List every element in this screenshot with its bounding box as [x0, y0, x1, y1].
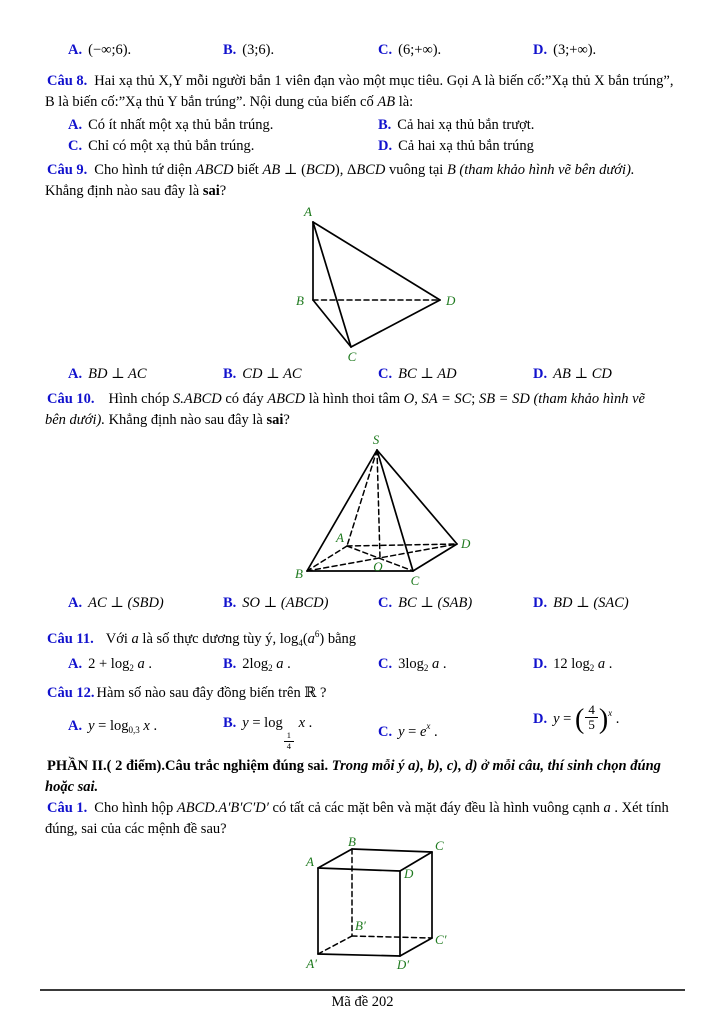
question-8-text-1: Hai xạ thủ X,Y mỗi người bắn 1 viên đạn vào một mục tiêu. Gọi A là biến cố:”Xạ thủ X bắn trúng”, — [94, 73, 674, 89]
pyramid-vertex-label-d: D — [461, 536, 471, 551]
q9-option-d — [533, 364, 612, 385]
q8-option-b-text: Cả hai xạ thủ bắn trượt. — [397, 117, 535, 133]
q10-option-b-text: SO ⊥ (ABCD) — [242, 595, 329, 611]
q12-option-c-label: C. — [378, 724, 393, 740]
q10-option-d-label: D. — [533, 595, 548, 611]
question-10-text-1: Hình chóp S.ABCD có đáy ABCD là hình thoi tâm O, SA = SC; SB = SD (tham khảo hình vẽ — [108, 391, 645, 407]
q12-option-a-label: A. — [68, 718, 83, 734]
pyramid-vertex-label-s: S — [372, 432, 380, 447]
q8-option-a-label: A. — [68, 117, 83, 133]
question-10-line-2 — [45, 410, 290, 431]
q9-option-c — [378, 364, 457, 385]
exam-code: Mã đề 202 — [331, 994, 394, 1010]
q11-option-b-label: B. — [223, 656, 237, 672]
question-10-text-2: bên dưới). Khẳng định nào sau đây là sai? — [45, 412, 290, 428]
q9-option-a-label: A. — [68, 366, 83, 382]
p2-question-1-text-2: đúng, sai của các mệnh đề sau? — [45, 821, 227, 837]
q11-option-a-text: $2 + \log_2 a$ . — [88, 656, 152, 673]
tetra-vertex-label-b: B — [296, 293, 304, 308]
question-9-line-1 — [47, 160, 635, 181]
q10-option-d — [533, 593, 629, 614]
q10-option-c-text: BC ⊥ (SAB) — [398, 595, 473, 611]
q9-option-b-label: B. — [223, 366, 237, 382]
q8-option-d-label: D. — [378, 138, 393, 154]
question-9-number: Câu 9. — [47, 162, 88, 178]
pyramid-vertex-label-a: A — [336, 530, 344, 545]
q8-option-a — [68, 115, 273, 136]
q12-option-d-label: D. — [533, 711, 548, 727]
option-a-text: (−∞;6). — [88, 42, 132, 58]
cube-vertex-label-a-prime: A′ — [306, 956, 317, 971]
p2-question-1-number: Câu 1. — [47, 800, 88, 816]
figure-tetrahedron-abcd — [283, 202, 468, 367]
option-b — [223, 40, 274, 61]
q8-option-c-text: Chỉ có một xạ thủ bắn trúng. — [88, 138, 255, 154]
cube-vertex-label-a: A — [306, 854, 314, 869]
option-d-text: (3;+∞). — [553, 42, 597, 58]
cube-vertex-label-b-prime: B′ — [355, 918, 366, 933]
q12-option-c-text: $y = e^x$ . — [398, 721, 438, 740]
q9-option-c-text: BC ⊥ AD — [398, 366, 457, 382]
q9-option-d-label: D. — [533, 366, 548, 382]
question-10-line-1 — [47, 389, 645, 410]
q8-option-c — [68, 136, 254, 157]
tetra-vertex-label-c: C — [347, 349, 357, 364]
option-c-label: C. — [378, 42, 393, 58]
question-8-number: Câu 8. — [47, 73, 88, 89]
q12-option-b-text: y = log $\frac{1}{4}$ x . — [242, 715, 313, 751]
p2-question-1-line-1 — [47, 798, 669, 819]
q9-option-b-text: CD ⊥ AC — [242, 366, 302, 382]
q10-option-c-label: C. — [378, 595, 393, 611]
q12-option-b — [223, 713, 312, 752]
option-a-label: A. — [68, 42, 83, 58]
part-2-heading-line-1 — [47, 756, 661, 777]
question-9-text-2: Khẳng định nào sau đây là sai? — [45, 183, 227, 199]
q11-option-b — [223, 654, 291, 679]
cube-vertex-label-c: C — [435, 838, 444, 853]
pyramid-vertex-label-b: B — [295, 566, 303, 581]
q10-option-a-label: A. — [68, 595, 83, 611]
figure-pyramid-sabcd — [288, 430, 478, 590]
q10-option-a — [68, 593, 164, 614]
figure-cube-abcd — [296, 836, 460, 981]
option-b-text: (3;6). — [242, 42, 275, 58]
pyramid-center-label-o: O — [373, 559, 383, 574]
q10-option-b-label: B. — [223, 595, 237, 611]
question-12-number: Câu 12. — [47, 685, 95, 701]
part-2-heading-text-2: hoặc sai. — [45, 779, 99, 795]
q11-option-a — [68, 654, 152, 679]
part-2-heading-line-2 — [45, 777, 98, 798]
q12-option-a — [68, 716, 157, 741]
cube-vertex-label-c-prime: C′ — [435, 932, 447, 947]
q11-option-c — [378, 654, 447, 679]
question-12-text: Hàm số nào sau đây đồng biến trên ℝ ? — [96, 685, 327, 701]
option-c-text: (6;+∞). — [398, 42, 442, 58]
option-d-label: D. — [533, 42, 548, 58]
p2-question-1-line-2 — [45, 819, 227, 840]
question-8-text-2: B là biến cố:”Xạ thủ Y bắn trúng”. Nội dung của biến cố AB là: — [45, 94, 414, 110]
question-8-line-1 — [47, 71, 673, 92]
q9-option-d-text: AB ⊥ CD — [553, 366, 612, 382]
question-11-number: Câu 11. — [47, 631, 94, 647]
q8-option-c-label: C. — [68, 138, 83, 154]
q10-option-c — [378, 593, 472, 614]
question-8-line-2 — [45, 92, 413, 113]
question-10-number: Câu 10. — [47, 391, 95, 407]
p2-question-1-text-1: Cho hình hộp ABCD.A′B′C′D′ có tất cả các mặt bên và mặt đáy đều là hình vuông cạnh a . Xét tính — [94, 800, 669, 816]
tetra-vertex-label-a: A — [304, 204, 312, 219]
q9-option-a — [68, 364, 147, 385]
option-b-label: B. — [223, 42, 237, 58]
q12-option-b-label: B. — [223, 715, 237, 731]
q11-option-c-label: C. — [378, 656, 393, 672]
part-2-heading-text-1: PHẦN II.( 2 điểm).Câu trắc nghiệm đúng sai. Trong mỗi ý a), b), c), d) ở mỗi câu, thí sinh chọn đúng — [47, 758, 661, 774]
q12-option-d-text: y = ( $\frac{4}{5}$ )$^x$ . — [553, 701, 620, 735]
question-11-text: Với a là số thực dương tùy ý, $\log_4(a^6)$ bằng — [105, 629, 357, 648]
q11-option-d-label: D. — [533, 656, 548, 672]
q9-option-a-text: BD ⊥ AC — [88, 366, 147, 382]
q12-option-d — [533, 703, 619, 734]
cube-vertex-label-d: D — [404, 866, 414, 881]
q8-option-d — [378, 136, 534, 157]
q9-option-c-label: C. — [378, 366, 393, 382]
question-9-line-2 — [45, 181, 226, 202]
pyramid-vertex-label-c: C — [410, 573, 420, 588]
q10-option-d-text: BD ⊥ (SAC) — [553, 595, 629, 611]
q9-option-b — [223, 364, 302, 385]
q8-option-b-label: B. — [378, 117, 392, 133]
q12-option-c — [378, 716, 438, 743]
q8-option-a-text: Có ít nhất một xạ thủ bắn trúng. — [88, 117, 274, 133]
tetra-vertex-label-d: D — [446, 293, 456, 308]
question-12-line-1 — [47, 683, 326, 704]
q11-option-d-text: 12 $\log_2 a$ . — [553, 656, 613, 673]
q11-option-d — [533, 654, 612, 679]
option-a — [68, 40, 131, 61]
question-11-line-1 — [47, 624, 357, 648]
cube-vertex-label-d-prime: D′ — [396, 957, 410, 972]
cube-vertex-label-b: B — [348, 836, 356, 849]
q11-option-a-label: A. — [68, 656, 83, 672]
q12-option-a-text: $y = \log_{0,3} x$ . — [88, 718, 158, 735]
option-d — [533, 40, 596, 61]
q10-option-b — [223, 593, 328, 614]
question-9-text-1: Cho hình tứ diện ABCD biết AB ⊥ (BCD), ΔBCD vuông tại B (tham khảo hình vẽ bên dưới). — [94, 162, 635, 178]
footer-rule — [40, 989, 685, 991]
q11-option-b-text: $2\log_2$ a . — [242, 656, 291, 673]
q10-option-a-text: AC ⊥ (SBD) — [88, 595, 164, 611]
q11-option-c-text: $3\log_2$ a . — [398, 656, 447, 673]
q8-option-d-text: Cả hai xạ thủ bắn trúng — [398, 138, 534, 154]
option-c — [378, 40, 441, 61]
q8-option-b — [378, 115, 534, 136]
